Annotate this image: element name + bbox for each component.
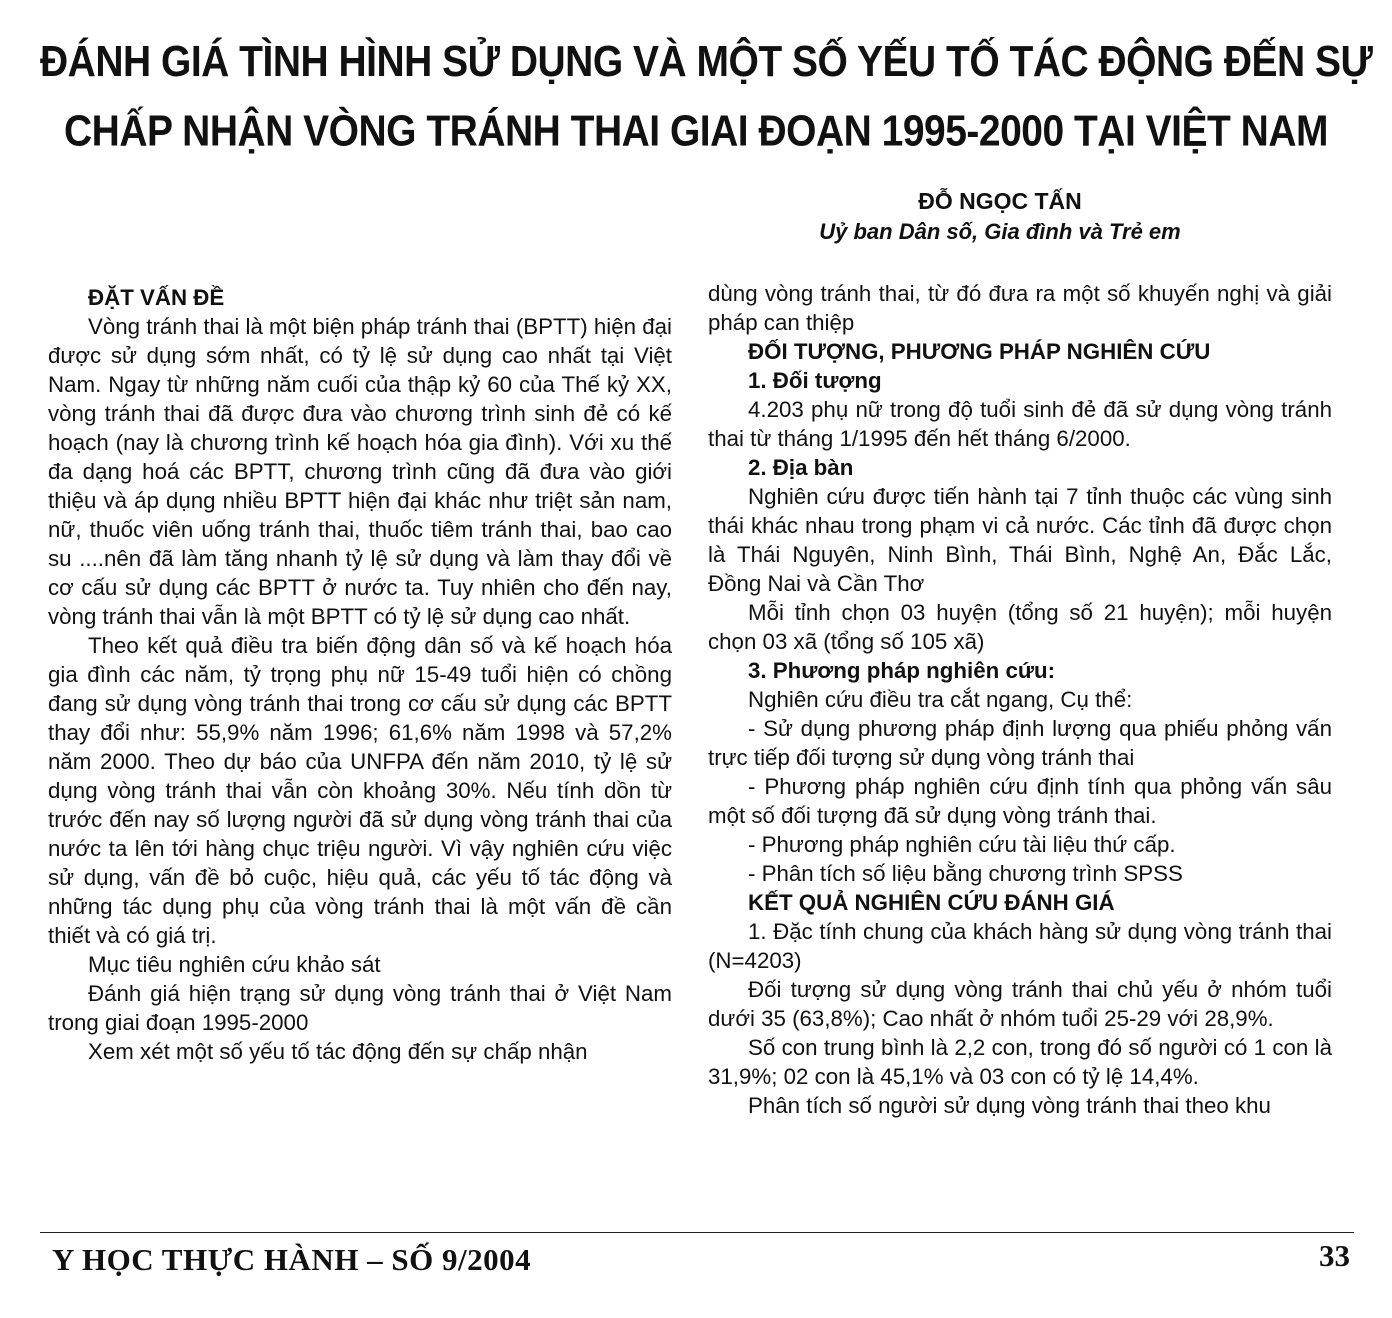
footer-divider	[40, 1232, 1354, 1233]
title-line-2: CHẤP NHẬN VÒNG TRÁNH THAI GIAI ĐOẠN 1995-2000 TẠI VIỆT NAM	[64, 107, 1328, 156]
paragraph: Số con trung bình là 2,2 con, trong đó số người có 1 con là 31,9%; 02 con là 45,1% và 03 con có tỷ lệ 14,4%.	[708, 1035, 1332, 1089]
paragraph: - Phân tích số liệu bằng chương trình SPSS	[748, 861, 1183, 886]
paragraph: 4.203 phụ nữ trong độ tuổi sinh đẻ đã sử dụng vòng tránh thai từ tháng 1/1995 đến hết tháng 6/2000.	[708, 397, 1332, 451]
paragraph: Mỗi tỉnh chọn 03 huyện (tổng số 21 huyện); mỗi huyện chọn 03 xã (tổng số 105 xã)	[708, 600, 1332, 654]
paragraph: Mục tiêu nghiên cứu khảo sát	[88, 952, 381, 977]
paragraph: Đánh giá hiện trạng sử dụng vòng tránh thai ở Việt Nam trong giai đoạn 1995-2000	[48, 981, 672, 1035]
page-number: 33	[1319, 1238, 1350, 1273]
author-block	[700, 186, 1300, 248]
section-heading-results: KẾT QUẢ NGHIÊN CỨU ĐÁNH GIÁ	[748, 890, 1115, 915]
paragraph: Nghiên cứu điều tra cắt ngang, Cụ thể:	[748, 687, 1133, 712]
subheading-method: 3. Phương pháp nghiên cứu:	[748, 658, 1056, 683]
paragraph: dùng vòng tránh thai, từ đó đưa ra một số khuyến nghị và giải pháp can thiệp	[708, 281, 1332, 335]
paragraph: Nghiên cứu được tiến hành tại 7 tỉnh thuộc các vùng sinh thái khác nhau trong phạm vi cả nước. Các tỉnh đã được chọn là Thái Nguyên, Ninh Bình, Thái Bình, Nghệ An, Đắc Lắc, Đồng Nai và Cần Thơ	[708, 484, 1332, 596]
paragraph: - Sử dụng phương pháp định lượng qua phiếu phỏng vấn trực tiếp đối tượng sử dụng vòng tránh thai	[708, 716, 1332, 770]
paragraph: 1. Đặc tính chung của khách hàng sử dụng vòng tránh thai (N=4203)	[708, 919, 1332, 973]
paragraph: - Phương pháp nghiên cứu tài liệu thứ cấp.	[748, 832, 1176, 857]
paragraph: Đối tượng sử dụng vòng tránh thai chủ yếu ở nhóm tuổi dưới 35 (63,8%); Cao nhất ở nhóm tuổi 25-29 với 28,9%.	[708, 977, 1332, 1031]
paragraph: Xem xét một số yếu tố tác động đến sự chấp nhận	[88, 1039, 588, 1064]
author-affiliation: Uỷ ban Dân số, Gia đình và Trẻ em	[819, 219, 1181, 244]
section-heading-methods: ĐỐI TƯỢNG, PHƯƠNG PHÁP NGHIÊN CỨU	[748, 339, 1211, 364]
paragraph: Theo kết quả điều tra biến động dân số và kế hoạch hóa gia đình các năm, tỷ trọng phụ nữ 15-49 tuổi hiện có chồng đang sử dụng vòng tránh thai trong cơ cấu sử dụng các BPTT thay đổi như: 55,9% năm 1996; 61,6% năm 1998 và 57,2% năm 2000. Theo dự báo của UNFPA đến năm 2010, tỷ lệ sử dụng vòng tránh thai vẫn còn khoảng 30%. Nếu tính dồn từ trước đến nay số lượng người đã sử dụng vòng tránh thai của nước ta lên tới hàng chục triệu người. Vì vậy nghiên cứu việc sử dụng, vấn đề bỏ cuộc, hiệu quả, các yếu tố tác động và những tác dụng phụ của vòng tránh thai là một vấn đề cần thiết và có giá trị.	[48, 633, 672, 948]
journal-name: Y HỌC THỰC HÀNH – SỐ 9/2004	[52, 1242, 532, 1277]
left-column	[48, 279, 672, 1066]
article-title	[40, 28, 1373, 167]
title-line-1: ĐÁNH GIÁ TÌNH HÌNH SỬ DỤNG VÀ MỘT SỐ YẾU TỐ TÁC ĐỘNG ĐẾN SỰ	[40, 38, 1373, 87]
subheading-location: 2. Địa bàn	[748, 455, 854, 480]
author-name: ĐỖ NGỌC TẤN	[918, 188, 1082, 214]
right-column	[708, 279, 1332, 1120]
subheading-subjects: 1. Đối tượng	[748, 368, 882, 393]
paragraph: - Phương pháp nghiên cứu định tính qua phỏng vấn sâu một số đối tượng đã sử dụng vòng tránh thai.	[708, 774, 1332, 828]
paragraph: Vòng tránh thai là một biện pháp tránh thai (BPTT) hiện đại được sử dụng sớm nhất, có tỷ lệ sử dụng cao nhất tại Việt Nam. Ngay từ những năm cuối của thập kỷ 60 của Thế kỷ XX, vòng tránh thai đã được đưa vào chương trình sinh đẻ có kế hoạch (nay là chương trình kế hoạch hóa gia đình). Với xu thế đa dạng hoá các BPTT, chương trình cũng đã đưa vào giới thiệu và áp dụng nhiều BPTT hiện đại khác như triệt sản nam, nữ, thuốc viên uống tránh thai, thuốc tiêm tránh thai, bao cao su ....nên đã làm tăng nhanh tỷ lệ sử dụng và làm thay đổi về cơ cấu sử dụng các BPTT ở nước ta. Tuy nhiên cho đến nay, vòng tránh thai vẫn là một BPTT có tỷ lệ sử dụng cao nhất.	[48, 314, 672, 629]
section-heading-introduction: ĐẶT VẤN ĐỀ	[88, 285, 225, 310]
paragraph: Phân tích số người sử dụng vòng tránh thai theo khu	[748, 1093, 1271, 1118]
